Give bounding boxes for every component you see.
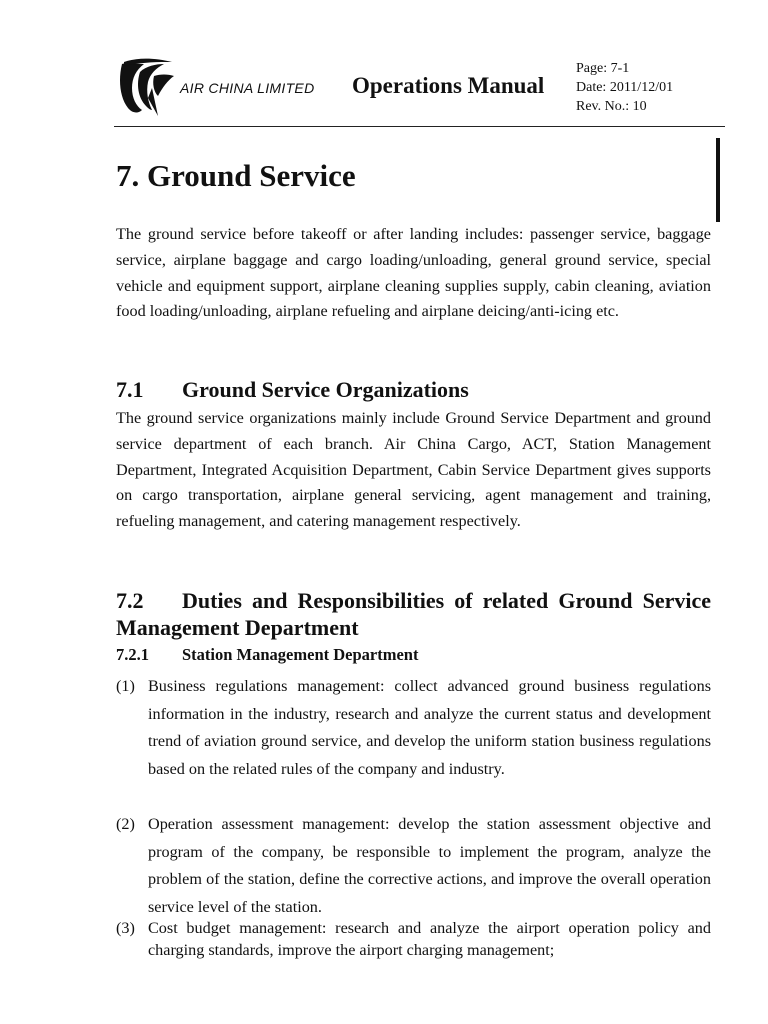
page-number: Page: 7-1 bbox=[576, 61, 630, 76]
list-marker: (3) bbox=[116, 919, 135, 937]
list-item bbox=[116, 673, 711, 783]
company-name: AIR CHINA LIMITED bbox=[180, 80, 315, 96]
page-meta bbox=[576, 59, 673, 116]
revision-date: Date: 2011/12/01 bbox=[576, 80, 674, 95]
section-7-1-body: The ground service organizations mainly include Ground Service Department and ground service department of each branch. Air China Cargo, ACT, Station Management Department, Integrated Acquisition Department, Cabin Service Department gives supports on cargo transportation, airplane general servicing, agent management and training, refueling management, and catering management respectively. bbox=[116, 409, 711, 531]
section-title: Ground Service Organizations bbox=[182, 377, 469, 402]
section-7-2-1-heading bbox=[116, 645, 418, 665]
subsection-number: 7.2.1 bbox=[116, 645, 149, 664]
list-marker: (1) bbox=[116, 677, 135, 695]
air-china-phoenix-logo-icon bbox=[114, 58, 176, 116]
page-header bbox=[114, 56, 726, 128]
header-divider bbox=[114, 126, 725, 127]
revision-number: Rev. No.: 10 bbox=[576, 99, 647, 114]
section-number: 7.2 bbox=[116, 588, 144, 613]
section-number: 7.1 bbox=[116, 377, 144, 402]
list-marker: (2) bbox=[116, 815, 135, 833]
subsection-title: Station Management Department bbox=[182, 645, 419, 664]
list-item-text: Cost budget management: research and analyze the airport operation policy and charging standards, improve the airport charging management; bbox=[148, 919, 711, 959]
list-item-text: Business regulations management: collect advanced ground business regulations information in the industry, research and analyze the current status and development trend of aviation ground service, and develop the uniform station business regulations based on the related rules of the company and industry. bbox=[148, 677, 711, 778]
list-item bbox=[116, 917, 711, 961]
section-7-2-heading bbox=[116, 587, 711, 641]
manual-title: Operations Manual bbox=[352, 73, 545, 98]
section-7-1-heading bbox=[116, 376, 711, 403]
chapter-title: 7. Ground Service bbox=[116, 158, 356, 193]
revision-change-bar bbox=[716, 138, 720, 222]
list-item-text: Operation assessment management: develop the station assessment objective and program of the company, be responsible to implement the program, analyze the problem of the station, define the corrective actions, and improve the overall operation service level of the station. bbox=[148, 815, 711, 916]
list-item bbox=[116, 811, 711, 921]
section-title: Duties and Responsibilities of related Ground Service Management Department bbox=[116, 588, 711, 640]
chapter-intro: The ground service before takeoff or after landing includes: passenger service, baggage service, airplane baggage and cargo loading/unloading, general ground service, special vehicle and equipment support, airplane cleaning supplies supply, cabin cleaning, aviation food loading/unloading, airplane refueling and airplane deicing/anti-icing etc. bbox=[116, 225, 711, 321]
